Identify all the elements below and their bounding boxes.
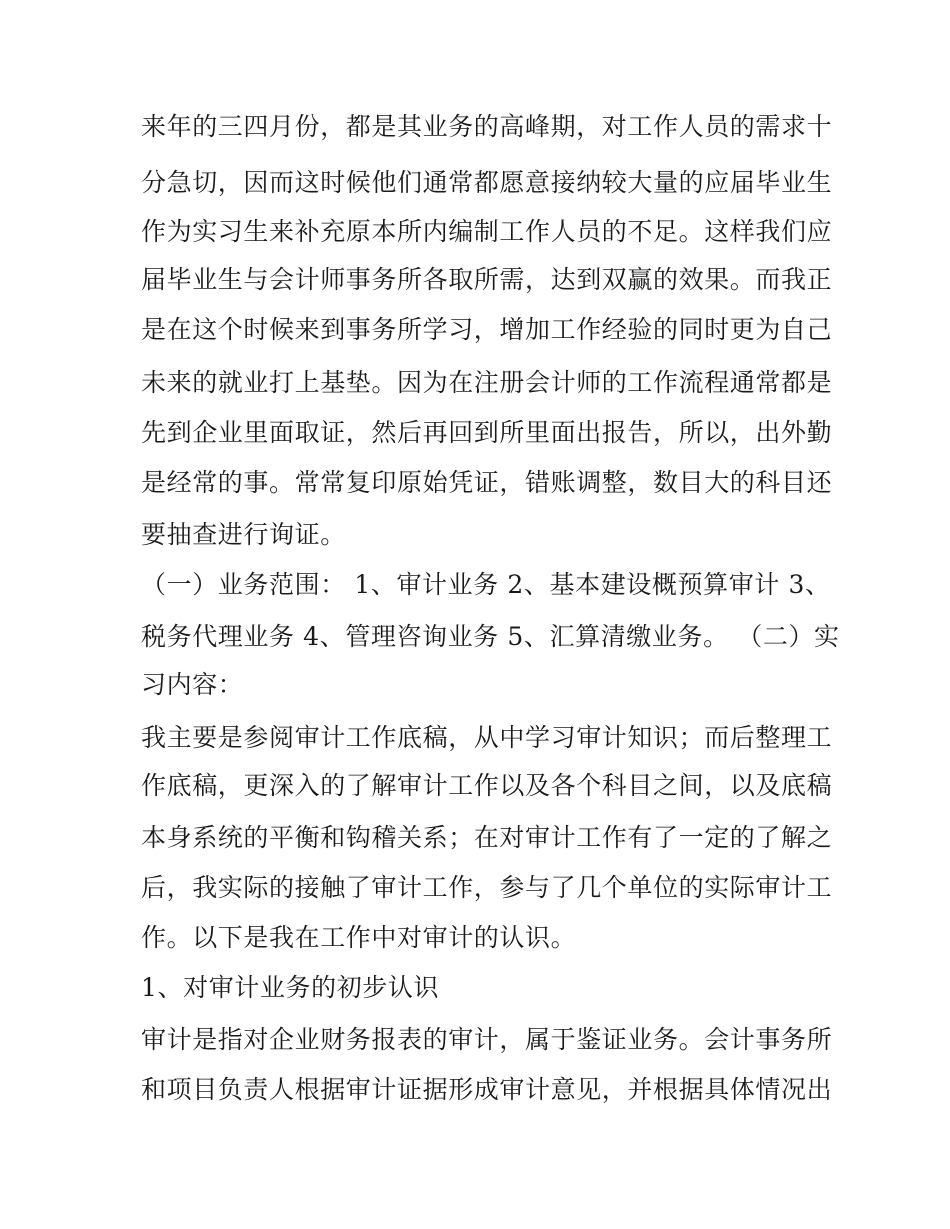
text-line: 未来的就业打上基垫。因为在注册会计师的工作流程通常都是 [141,368,833,397]
section-heading: （一）业务范围： 1、审计业务 2、基本建设概预算审计 3、 [141,570,831,599]
text-line: 作。以下是我在工作中对审计的认识。 [141,923,577,952]
text-line: 是经常的事。常常复印原始凭证，错账调整，数目大的科目还 [141,468,833,497]
text-line: 分急切，因而这时候他们通常都愿意接纳较大量的应届毕业生 [141,168,833,197]
text-line: 作为实习生来补充原本所内编制工作人员的不足。这样我们应 [141,217,833,246]
text-line: 先到企业里面取证，然后再回到所里面出报告，所以，出外勤 [141,418,833,447]
text-line: 后，我实际的接触了审计工作，参与了几个单位的实际审计工 [141,873,833,902]
text-line: 要抽查进行询证。 [141,520,346,549]
text-line: 和项目负责人根据审计证据形成审计意见，并根据具体情况出 [141,1075,833,1104]
text-line: 习内容： [141,670,244,699]
text-line: 税务代理业务 4、管理咨询业务 5、汇算清缴业务。 （二）实 [141,622,840,651]
text-line: 作底稿，更深入的了解审计工作以及各个科目之间，以及底稿 [141,771,833,800]
section-heading: 1、对审计业务的初步认识 [141,973,440,1002]
text-line: 本身系统的平衡和钩稽关系；在对审计工作有了一定的了解之 [141,823,833,852]
text-line: 来年的三四月份，都是其业务的高峰期，对工作人员的需求十 [141,112,833,141]
text-line: 审计是指对企业财务报表的审计，属于鉴证业务。会计事务所 [141,1025,833,1054]
text-line: 我主要是参阅审计工作底稿，从中学习审计知识；而后整理工 [141,723,833,752]
text-line: 届毕业生与会计师事务所各取所需，达到双赢的效果。而我正 [141,265,833,294]
text-line: 是在这个时候来到事务所学习，增加工作经验的同时更为自己 [141,315,833,344]
